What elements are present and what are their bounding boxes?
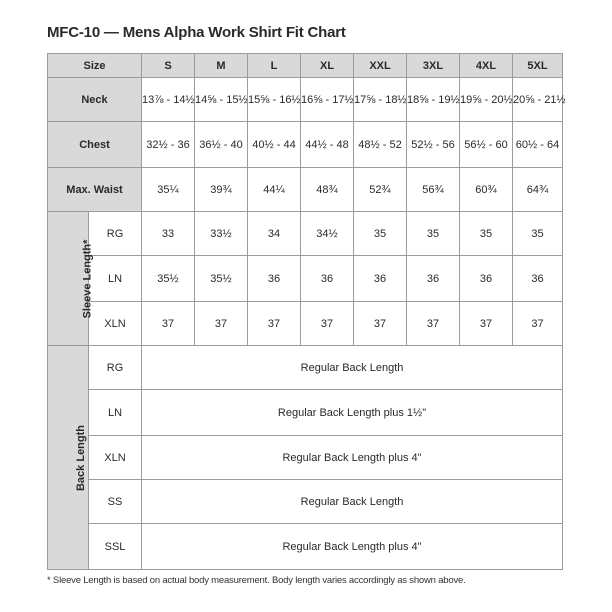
sleeve-length-label: Sleeve Length*: [81, 239, 94, 318]
back-sub-label: SSL: [89, 524, 142, 570]
sleeve-cell: 37: [354, 302, 407, 346]
back-sub-label: RG: [89, 346, 142, 390]
sleeve-cell: 37: [460, 302, 513, 346]
sleeve-cell: 36: [248, 256, 301, 302]
sleeve-cell: 36: [354, 256, 407, 302]
sleeve-sub-label: XLN: [89, 302, 142, 346]
chest-cell: 40½ - 44: [248, 122, 301, 168]
back-length-value: Regular Back Length: [142, 346, 563, 390]
chart-title: MFC-10 — Mens Alpha Work Shirt Fit Chart: [47, 24, 346, 41]
sleeve-cell: 37: [142, 302, 195, 346]
back-length-label-cell: [48, 346, 89, 570]
neck-row: [48, 78, 563, 122]
sleeve-cell: 36: [513, 256, 563, 302]
sleeve-row: [48, 212, 563, 256]
sleeve-cell: 35½: [142, 256, 195, 302]
back-length-value: Regular Back Length plus 4": [142, 524, 563, 570]
size-header-cell: XL: [301, 54, 354, 78]
sleeve-cell: 37: [513, 302, 563, 346]
size-header-cell: XXL: [354, 54, 407, 78]
chest-row: [48, 122, 563, 168]
sleeve-cell: 37: [301, 302, 354, 346]
sleeve-cell: 35: [460, 212, 513, 256]
size-header-cell: 5XL: [513, 54, 563, 78]
back-length-value: Regular Back Length plus 4": [142, 436, 563, 480]
sleeve-cell: 37: [195, 302, 248, 346]
back-length-value: Regular Back Length plus 1½": [142, 390, 563, 436]
sleeve-cell: 35½: [195, 256, 248, 302]
waist-cell: 60¾: [460, 168, 513, 212]
neck-cell: 18⅝ - 19½: [407, 78, 460, 122]
size-header-cell: L: [248, 54, 301, 78]
sleeve-cell: 33: [142, 212, 195, 256]
sleeve-row: [48, 256, 563, 302]
back-length-value: Regular Back Length: [142, 480, 563, 524]
sleeve-cell: 37: [407, 302, 460, 346]
sleeve-cell: 37: [248, 302, 301, 346]
sleeve-cell: 35: [407, 212, 460, 256]
waist-cell: 39¾: [195, 168, 248, 212]
size-header-cell: S: [142, 54, 195, 78]
size-header-label: Size: [48, 54, 142, 78]
sleeve-cell: 34½: [301, 212, 354, 256]
sleeve-sub-label: RG: [89, 212, 142, 256]
waist-cell: 56¾: [407, 168, 460, 212]
size-header-row: [48, 54, 563, 78]
back-length-row: [48, 524, 563, 570]
neck-cell: 19⅝ - 20½: [460, 78, 513, 122]
chest-cell: 36½ - 40: [195, 122, 248, 168]
size-header-cell: 3XL: [407, 54, 460, 78]
neck-cell: 13⅞ - 14½: [142, 78, 195, 122]
chest-cell: 60½ - 64: [513, 122, 563, 168]
back-sub-label: SS: [89, 480, 142, 524]
chest-cell: 48½ - 52: [354, 122, 407, 168]
chest-cell: 32½ - 36: [142, 122, 195, 168]
waist-row: [48, 168, 563, 212]
back-length-row: [48, 436, 563, 480]
sleeve-cell: 36: [460, 256, 513, 302]
sleeve-cell: 36: [407, 256, 460, 302]
sleeve-row: [48, 302, 563, 346]
fit-chart-table: [47, 53, 566, 570]
back-length-row: [48, 346, 563, 390]
waist-label: Max. Waist: [48, 168, 142, 212]
neck-cell: 14⅝ - 15½: [195, 78, 248, 122]
waist-cell: 35¼: [142, 168, 195, 212]
waist-cell: 52¾: [354, 168, 407, 212]
size-header-cell: 4XL: [460, 54, 513, 78]
neck-cell: 15⅝ - 16½: [248, 78, 301, 122]
chest-cell: 56½ - 60: [460, 122, 513, 168]
neck-cell: 16⅝ - 17½: [301, 78, 354, 122]
sleeve-cell: 36: [301, 256, 354, 302]
chest-cell: 44½ - 48: [301, 122, 354, 168]
back-length-row: [48, 480, 563, 524]
sleeve-cell: 33½: [195, 212, 248, 256]
back-sub-label: XLN: [89, 436, 142, 480]
waist-cell: 48¾: [301, 168, 354, 212]
chest-cell: 52½ - 56: [407, 122, 460, 168]
back-length-row: [48, 390, 563, 436]
footnote: * Sleeve Length is based on actual body measurement. Body length varies accordingly as shown above.: [47, 575, 466, 586]
sleeve-cell: 35: [513, 212, 563, 256]
chest-label: Chest: [48, 122, 142, 168]
neck-cell: 20⅝ - 21½: [513, 78, 563, 122]
size-header-cell: M: [195, 54, 248, 78]
neck-label: Neck: [48, 78, 142, 122]
sleeve-sub-label: LN: [89, 256, 142, 302]
back-length-label: Back Length: [75, 424, 88, 491]
neck-cell: 17⅝ - 18½: [354, 78, 407, 122]
back-sub-label: LN: [89, 390, 142, 436]
sleeve-cell: 35: [354, 212, 407, 256]
sleeve-cell: 34: [248, 212, 301, 256]
sleeve-length-label-cell: [48, 212, 94, 346]
waist-cell: 64¾: [513, 168, 563, 212]
waist-cell: 44¼: [248, 168, 301, 212]
